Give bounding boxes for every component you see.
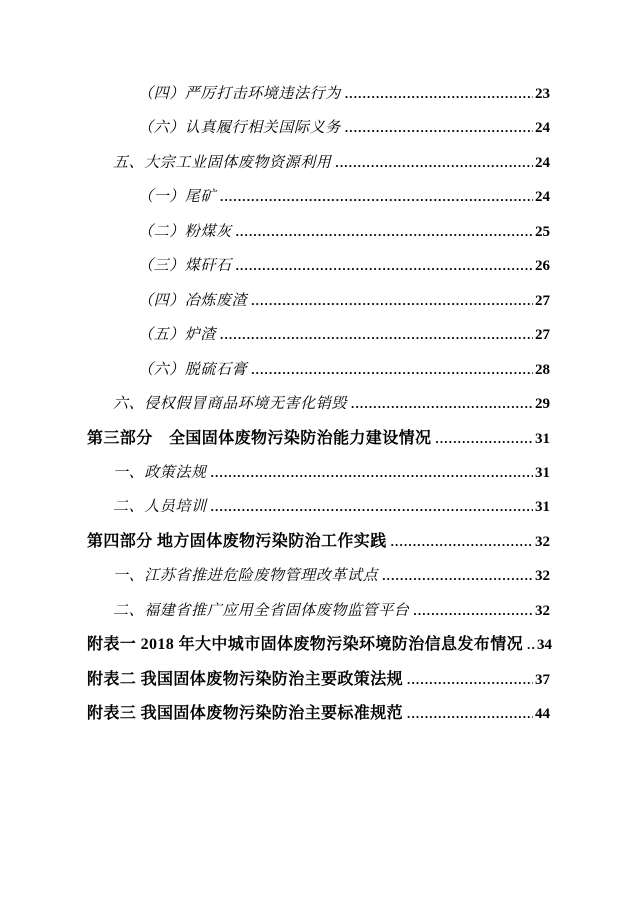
toc-entry-title: （六）认真履行相关国际义务 bbox=[138, 120, 341, 137]
toc-entry-title: （六）脱硫石膏 bbox=[138, 361, 248, 378]
toc-entry bbox=[87, 180, 550, 214]
toc-entry-title: （一）尾矿 bbox=[138, 189, 217, 206]
dot-leader bbox=[211, 490, 533, 523]
toc-entry-title: 一、江苏省推进危险废物管理改革试点 bbox=[113, 568, 379, 585]
toc-entry bbox=[87, 387, 550, 421]
dot-leader bbox=[335, 146, 533, 179]
toc-entry-page: 31 bbox=[535, 499, 550, 516]
toc-entry-page: 27 bbox=[535, 327, 550, 344]
dot-leader bbox=[413, 594, 533, 627]
toc-entry bbox=[87, 697, 550, 731]
toc-entry-title: 附表二 我国固体废物污染防治主要政策法规 bbox=[87, 670, 404, 688]
toc-entry bbox=[87, 77, 550, 111]
dot-leader bbox=[351, 387, 533, 420]
dot-leader bbox=[391, 525, 533, 558]
toc-entry-title: 二、福建省推广应用全省固体废物监管平台 bbox=[113, 602, 410, 619]
toc-entry-page: 24 bbox=[535, 154, 550, 171]
toc-entry-page: 31 bbox=[535, 464, 550, 481]
toc-entry bbox=[87, 663, 550, 697]
dot-leader bbox=[220, 318, 533, 351]
toc-entry-title: 第三部分 全国固体废物污染防治能力建设情况 bbox=[87, 429, 432, 447]
toc-entry-page: 29 bbox=[535, 396, 550, 413]
toc-entry-title: 第四部分 地方固体废物污染防治工作实践 bbox=[87, 532, 387, 550]
toc-entry-page: 32 bbox=[535, 533, 550, 550]
dot-leader bbox=[382, 559, 533, 592]
toc-entry bbox=[87, 249, 550, 283]
toc-entry-title: （二）粉煤灰 bbox=[138, 223, 232, 240]
dot-leader bbox=[236, 215, 533, 248]
dot-leader bbox=[407, 663, 533, 696]
toc-entry-title: （三）煤矸石 bbox=[138, 258, 232, 275]
toc-entry-page: 24 bbox=[535, 189, 550, 206]
dot-leader bbox=[251, 284, 533, 317]
toc-entry-title: 五、大宗工业固体废物资源利用 bbox=[113, 154, 332, 171]
dot-leader bbox=[211, 456, 533, 489]
toc-entry bbox=[87, 628, 553, 662]
toc-entry-page: 34 bbox=[537, 637, 553, 654]
toc-entry bbox=[87, 111, 550, 145]
toc-entry-page: 44 bbox=[535, 706, 550, 723]
toc-entry-page: 26 bbox=[535, 258, 550, 275]
toc-entry bbox=[87, 215, 550, 249]
toc-entry-title: （四）冶炼废渣 bbox=[138, 292, 248, 309]
toc-entry-page: 32 bbox=[535, 602, 550, 619]
toc-entry bbox=[87, 594, 550, 628]
toc-entry-page: 24 bbox=[535, 120, 550, 137]
toc-entry bbox=[87, 353, 550, 387]
toc-entry bbox=[87, 456, 550, 490]
dot-leader bbox=[345, 111, 533, 144]
toc-entry-page: 23 bbox=[535, 86, 550, 102]
toc-entry bbox=[87, 284, 550, 318]
dot-leader bbox=[220, 180, 533, 213]
toc-entry-page: 31 bbox=[535, 430, 550, 447]
toc-entry-page: 37 bbox=[535, 671, 550, 688]
dot-leader bbox=[251, 353, 533, 386]
dot-leader bbox=[527, 628, 535, 661]
dot-leader bbox=[345, 77, 533, 110]
toc-entry bbox=[87, 525, 550, 559]
toc-entry bbox=[87, 490, 550, 524]
toc-entry bbox=[87, 146, 550, 180]
dot-leader bbox=[435, 422, 533, 455]
toc-entry bbox=[87, 422, 550, 456]
toc-entry bbox=[87, 559, 550, 593]
toc-entry-title: 二、人员培训 bbox=[113, 499, 207, 516]
toc-entry-title: （五）炉渣 bbox=[138, 327, 217, 344]
toc-entry-title: 附表一 2018 年大中城市固体废物污染环境防治信息发布情况 bbox=[87, 636, 524, 654]
toc-entry-page: 28 bbox=[535, 361, 550, 378]
toc-entry-title: 一、政策法规 bbox=[113, 464, 207, 481]
toc-entry-title: 附表三 我国固体废物污染防治主要标准规范 bbox=[87, 705, 404, 723]
toc-entry-page: 27 bbox=[535, 292, 550, 309]
dot-leader bbox=[236, 249, 533, 282]
dot-leader bbox=[407, 697, 533, 730]
toc-entry-page: 25 bbox=[535, 223, 550, 240]
toc-entry bbox=[87, 318, 550, 352]
toc-entry-title: （四）严厉打击环境违法行为 bbox=[138, 86, 341, 102]
toc-entry-page: 32 bbox=[535, 568, 550, 585]
toc-entry-title: 六、侵权假冒商品环境无害化销毁 bbox=[113, 396, 348, 413]
